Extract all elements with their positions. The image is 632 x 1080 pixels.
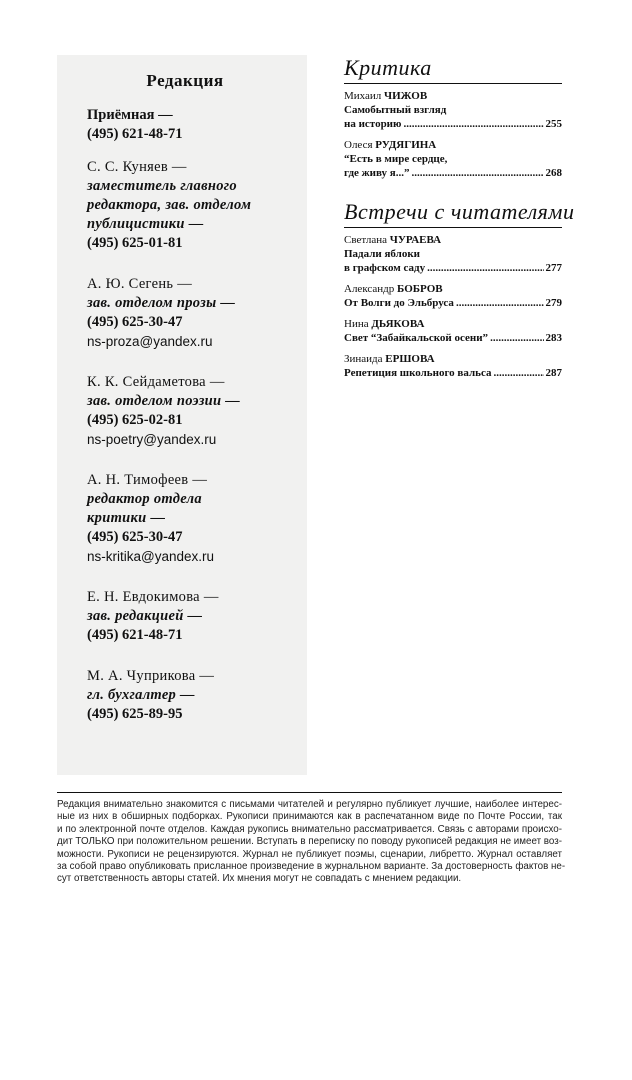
footer-line: дит ТОЛЬКО при положительном решении. Вступать в переписку по поводу рукописей редакция не имеет воз-	[57, 836, 562, 848]
staff-role: критики —	[87, 510, 166, 526]
toc-title-text: в графском саду	[344, 262, 426, 274]
staff-email-link[interactable]: ns-kritika@yandex.ru	[87, 549, 214, 564]
staff-contact	[87, 373, 302, 449]
section-title-critique: Критика	[344, 55, 562, 84]
staff-contact	[87, 275, 302, 351]
staff-role: зав. отделом прозы —	[87, 295, 236, 311]
author-first-name: Олеся	[344, 139, 373, 151]
toc-title-text: Репетиция школьного вальса	[344, 367, 492, 379]
staff-contact	[87, 158, 302, 253]
toc-title-last-line	[344, 261, 562, 275]
leader-dots	[490, 331, 543, 345]
staff-contact	[87, 667, 302, 724]
toc-title-last-line	[344, 296, 562, 310]
footer-line: можности. Рукописи не рецензируются. Журнал не публикует поэмы, сценарии, либретто. Журнал оставляет	[57, 848, 562, 860]
leader-dots	[411, 166, 543, 180]
toc-entry[interactable]	[344, 138, 562, 180]
toc-page-number: 277	[545, 262, 562, 274]
staff-role: зав. редакцией —	[87, 608, 203, 624]
toc-author	[344, 317, 562, 331]
staff-name: К. К. Сейдаметова —	[87, 374, 225, 390]
staff-name: Е. Н. Евдокимова —	[87, 589, 219, 605]
footer-line: сут ответственность авторы статей. Их мнения могут не совпадать с мнением редакции.	[57, 873, 462, 885]
author-first-name: Александр	[344, 283, 395, 295]
footer-line: за собой право опубликовать присланное произведение в журнальном варианте. За достоверность фактов не-	[57, 861, 566, 873]
staff-role: редактора, зав. отделом	[87, 197, 252, 213]
footer-line: и по электронной почте отделов. Каждая рукопись внимательно рассматривается. Связь с авторами происхо-	[57, 823, 562, 835]
leader-dots	[456, 296, 544, 310]
author-last-name: БОБРОВ	[397, 283, 443, 295]
staff-name: А. Н. Тимофеев —	[87, 472, 208, 488]
staff-email-link[interactable]: ns-poetry@yandex.ru	[87, 432, 217, 447]
author-first-name: Нина	[344, 318, 369, 330]
staff-role: зав. отделом поэзии —	[87, 393, 241, 409]
toc-page-number: 268	[545, 167, 562, 179]
toc-entry[interactable]	[344, 89, 562, 131]
toc-entry[interactable]	[344, 282, 562, 310]
toc-entry[interactable]	[344, 317, 562, 345]
footer-line: ные из них в обширных подборках. Рукописи принимаются как в распечатанном виде по Почте России, так	[57, 811, 562, 823]
toc-title-last-line	[344, 331, 562, 345]
toc-title-text: Свет “Забайкальской осени”	[344, 332, 489, 344]
author-last-name: ДЬЯКОВА	[371, 318, 425, 330]
editorial-contacts	[87, 106, 302, 746]
toc-title-last-line	[344, 166, 562, 180]
toc-title-text: на историю	[344, 118, 402, 130]
staff-name: М. А. Чуприкова —	[87, 668, 215, 684]
staff-role: редактор отдела	[87, 491, 202, 507]
toc-title-text: где живу я...”	[344, 167, 410, 179]
reception-phone: (495) 621-48-71	[87, 126, 183, 142]
toc-page-number: 279	[545, 297, 562, 309]
footer-line: Редакция внимательно знакомится с письмами читателей и регулярно публикует лучшие, наиболее интерес-	[57, 799, 562, 810]
author-first-name: Светлана	[344, 234, 388, 246]
staff-phone: (495) 625-89-95	[87, 706, 183, 722]
author-first-name: Михаил	[344, 90, 382, 102]
author-last-name: РУДЯГИНА	[375, 139, 437, 151]
table-of-contents	[344, 55, 575, 387]
footer-notice	[57, 799, 566, 886]
author-last-name: ЧУРАЕВА	[389, 234, 442, 246]
leader-dots	[427, 261, 543, 275]
toc-page-number: 255	[545, 118, 562, 130]
staff-role: публицистики —	[87, 216, 204, 232]
author-last-name: ЧИЖОВ	[384, 90, 428, 102]
toc-title-last-line	[344, 117, 562, 131]
toc-entry[interactable]	[344, 352, 562, 380]
staff-phone: (495) 625-30-47	[87, 529, 183, 545]
toc-title-line: Самобытный взгляд	[344, 104, 447, 116]
toc-title-text: От Волги до Эльбруса	[344, 297, 454, 309]
staff-contact	[87, 588, 302, 645]
staff-phone: (495) 625-02-81	[87, 412, 183, 428]
toc-page-number: 283	[545, 332, 562, 344]
toc-author	[344, 89, 562, 103]
toc-author	[344, 138, 562, 152]
leader-dots	[403, 117, 543, 131]
staff-phone: (495) 625-01-81	[87, 235, 183, 251]
staff-phone: (495) 621-48-71	[87, 627, 183, 643]
toc-title-line: Падали яблоки	[344, 248, 421, 260]
toc-title-last-line	[344, 366, 562, 380]
staff-name: А. Ю. Сегень —	[87, 276, 193, 292]
toc-title-line: “Есть в мире сердце,	[344, 153, 448, 165]
author-first-name: Зинаида	[344, 353, 383, 365]
reception-label: Приёмная —	[87, 107, 173, 123]
editorial-title: Редакция	[146, 71, 224, 90]
toc-author	[344, 282, 562, 296]
reception-block	[87, 106, 302, 144]
staff-phone: (495) 625-30-47	[87, 314, 183, 330]
footer-divider	[57, 792, 562, 793]
leader-dots	[493, 366, 543, 380]
staff-email-link[interactable]: ns-proza@yandex.ru	[87, 334, 213, 349]
author-last-name: ЕРШОВА	[385, 353, 435, 365]
section-title-reader-meetings: Встречи с читателями	[344, 199, 562, 228]
staff-contact	[87, 471, 302, 566]
toc-page-number: 287	[545, 367, 562, 379]
toc-author	[344, 233, 562, 247]
staff-name: С. С. Куняев —	[87, 159, 187, 175]
staff-role: заместитель главного	[87, 178, 237, 194]
toc-author	[344, 352, 562, 366]
toc-entry[interactable]	[344, 233, 562, 275]
staff-role: гл. бухгалтер —	[87, 687, 195, 703]
